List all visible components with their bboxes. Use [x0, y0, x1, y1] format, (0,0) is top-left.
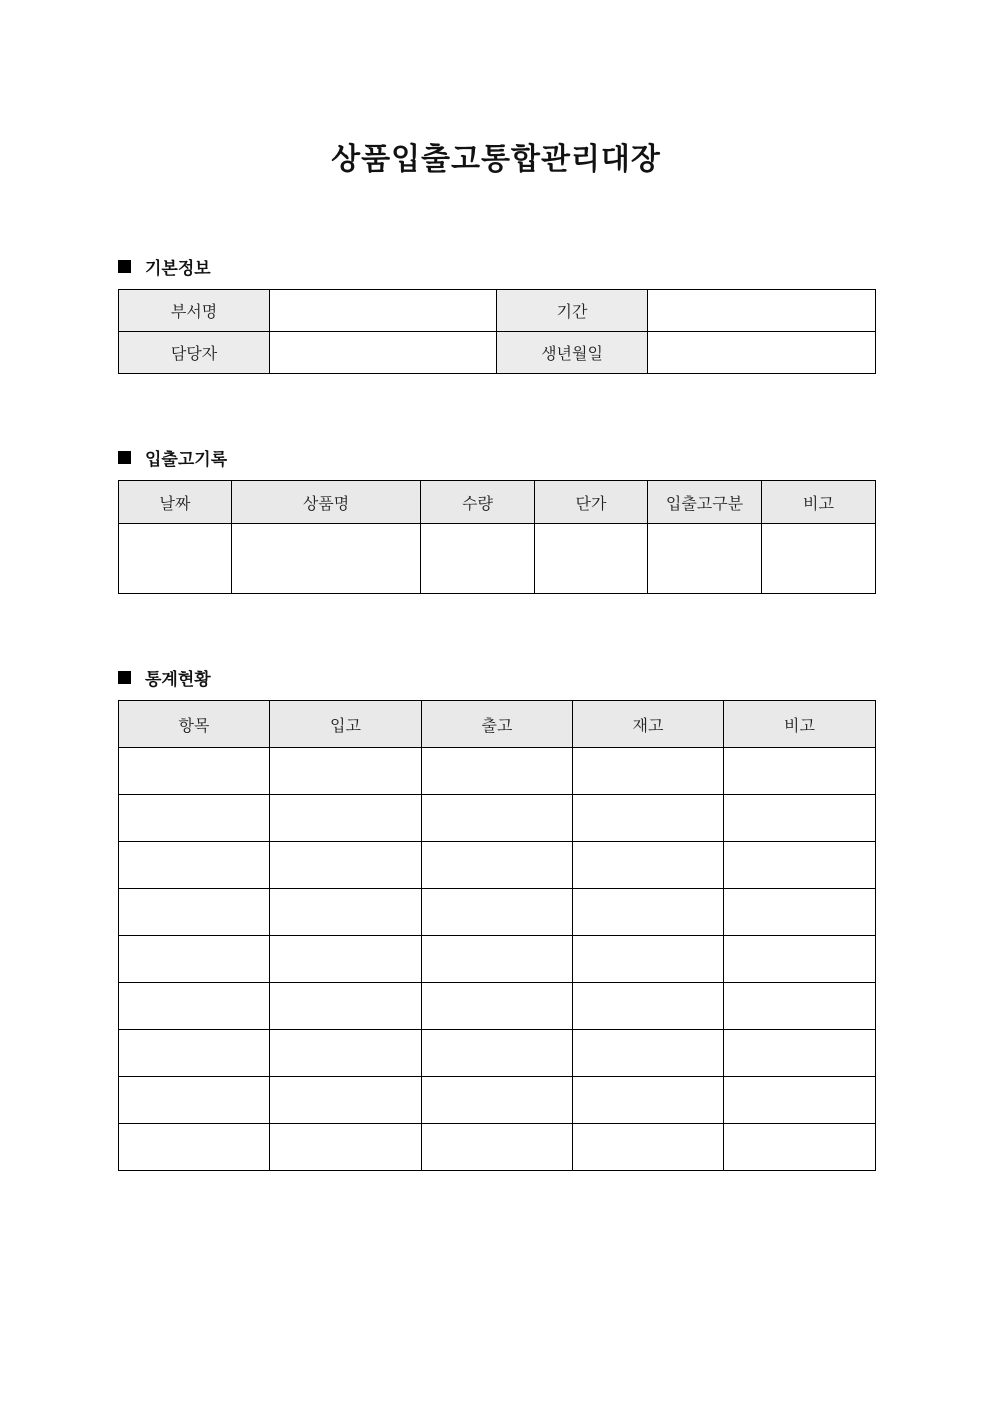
column-header: 항목	[119, 701, 270, 748]
inbound-cell[interactable]	[270, 889, 422, 936]
outbound-cell[interactable]	[422, 1030, 573, 1077]
table-row	[119, 748, 876, 795]
section-heading-label: 기본정보	[145, 259, 211, 279]
inout-type-cell[interactable]	[648, 524, 762, 594]
stock-cell[interactable]	[573, 983, 724, 1030]
stock-cell[interactable]	[573, 842, 724, 889]
column-header: 날짜	[119, 481, 232, 524]
stock-cell[interactable]	[573, 889, 724, 936]
manager-label: 담당자	[119, 332, 270, 374]
section-heading-records	[118, 445, 227, 470]
table-row	[119, 1077, 876, 1124]
column-header: 비고	[724, 701, 876, 748]
outbound-cell[interactable]	[422, 748, 573, 795]
inbound-cell[interactable]	[270, 1030, 422, 1077]
item-cell[interactable]	[119, 842, 270, 889]
remarks-cell[interactable]	[724, 1124, 876, 1171]
outbound-cell[interactable]	[422, 842, 573, 889]
inbound-cell[interactable]	[270, 1077, 422, 1124]
stock-cell[interactable]	[573, 795, 724, 842]
stock-cell[interactable]	[573, 1077, 724, 1124]
birthdate-label: 생년월일	[497, 332, 648, 374]
table-row	[119, 795, 876, 842]
quantity-cell[interactable]	[421, 524, 535, 594]
table-row	[119, 842, 876, 889]
column-header: 출고	[422, 701, 573, 748]
column-header: 단가	[535, 481, 648, 524]
department-field[interactable]	[270, 290, 497, 332]
remarks-cell[interactable]	[762, 524, 876, 594]
item-cell[interactable]	[119, 936, 270, 983]
manager-field[interactable]	[270, 332, 497, 374]
table-row	[119, 936, 876, 983]
remarks-cell[interactable]	[724, 889, 876, 936]
remarks-cell[interactable]	[724, 936, 876, 983]
table-row	[119, 983, 876, 1030]
department-label: 부서명	[119, 290, 270, 332]
stock-cell[interactable]	[573, 748, 724, 795]
page-title: 상품입출고통합관리대장	[331, 142, 661, 177]
remarks-cell[interactable]	[724, 1030, 876, 1077]
unit-price-cell[interactable]	[535, 524, 648, 594]
outbound-cell[interactable]	[422, 936, 573, 983]
square-bullet-icon	[118, 671, 131, 684]
column-header: 재고	[573, 701, 724, 748]
stock-cell[interactable]	[573, 1030, 724, 1077]
section-heading-stats	[118, 665, 211, 690]
table-header-row	[119, 481, 876, 524]
item-cell[interactable]	[119, 889, 270, 936]
item-cell[interactable]	[119, 1077, 270, 1124]
basic-info-table	[118, 289, 876, 374]
outbound-cell[interactable]	[422, 1124, 573, 1171]
inbound-cell[interactable]	[270, 748, 422, 795]
inbound-cell[interactable]	[270, 936, 422, 983]
stats-table	[118, 700, 876, 1171]
section-heading-label: 통계현황	[145, 670, 211, 690]
inbound-cell[interactable]	[270, 795, 422, 842]
inbound-cell[interactable]	[270, 842, 422, 889]
records-table	[118, 480, 876, 594]
stock-cell[interactable]	[573, 936, 724, 983]
table-header-row	[119, 701, 876, 748]
outbound-cell[interactable]	[422, 795, 573, 842]
stock-cell[interactable]	[573, 1124, 724, 1171]
table-row	[119, 1030, 876, 1077]
outbound-cell[interactable]	[422, 983, 573, 1030]
table-row	[119, 332, 876, 374]
item-cell[interactable]	[119, 795, 270, 842]
column-header: 입고	[270, 701, 422, 748]
table-row	[119, 889, 876, 936]
table-row	[119, 290, 876, 332]
remarks-cell[interactable]	[724, 795, 876, 842]
section-heading-basic	[118, 254, 211, 279]
table-row	[119, 524, 876, 594]
item-cell[interactable]	[119, 1124, 270, 1171]
section-heading-label: 입출고기록	[145, 450, 228, 470]
remarks-cell[interactable]	[724, 842, 876, 889]
product-name-cell[interactable]	[232, 524, 421, 594]
remarks-cell[interactable]	[724, 983, 876, 1030]
square-bullet-icon	[118, 260, 131, 273]
column-header: 입출고구분	[648, 481, 762, 524]
remarks-cell[interactable]	[724, 748, 876, 795]
outbound-cell[interactable]	[422, 1077, 573, 1124]
date-cell[interactable]	[119, 524, 232, 594]
period-field[interactable]	[648, 290, 876, 332]
square-bullet-icon	[118, 451, 131, 464]
column-header: 비고	[762, 481, 876, 524]
table-row	[119, 1124, 876, 1171]
item-cell[interactable]	[119, 983, 270, 1030]
period-label: 기간	[497, 290, 648, 332]
column-header: 수량	[421, 481, 535, 524]
inbound-cell[interactable]	[270, 983, 422, 1030]
birthdate-field[interactable]	[648, 332, 876, 374]
item-cell[interactable]	[119, 748, 270, 795]
remarks-cell[interactable]	[724, 1077, 876, 1124]
item-cell[interactable]	[119, 1030, 270, 1077]
inbound-cell[interactable]	[270, 1124, 422, 1171]
outbound-cell[interactable]	[422, 889, 573, 936]
column-header: 상품명	[232, 481, 421, 524]
